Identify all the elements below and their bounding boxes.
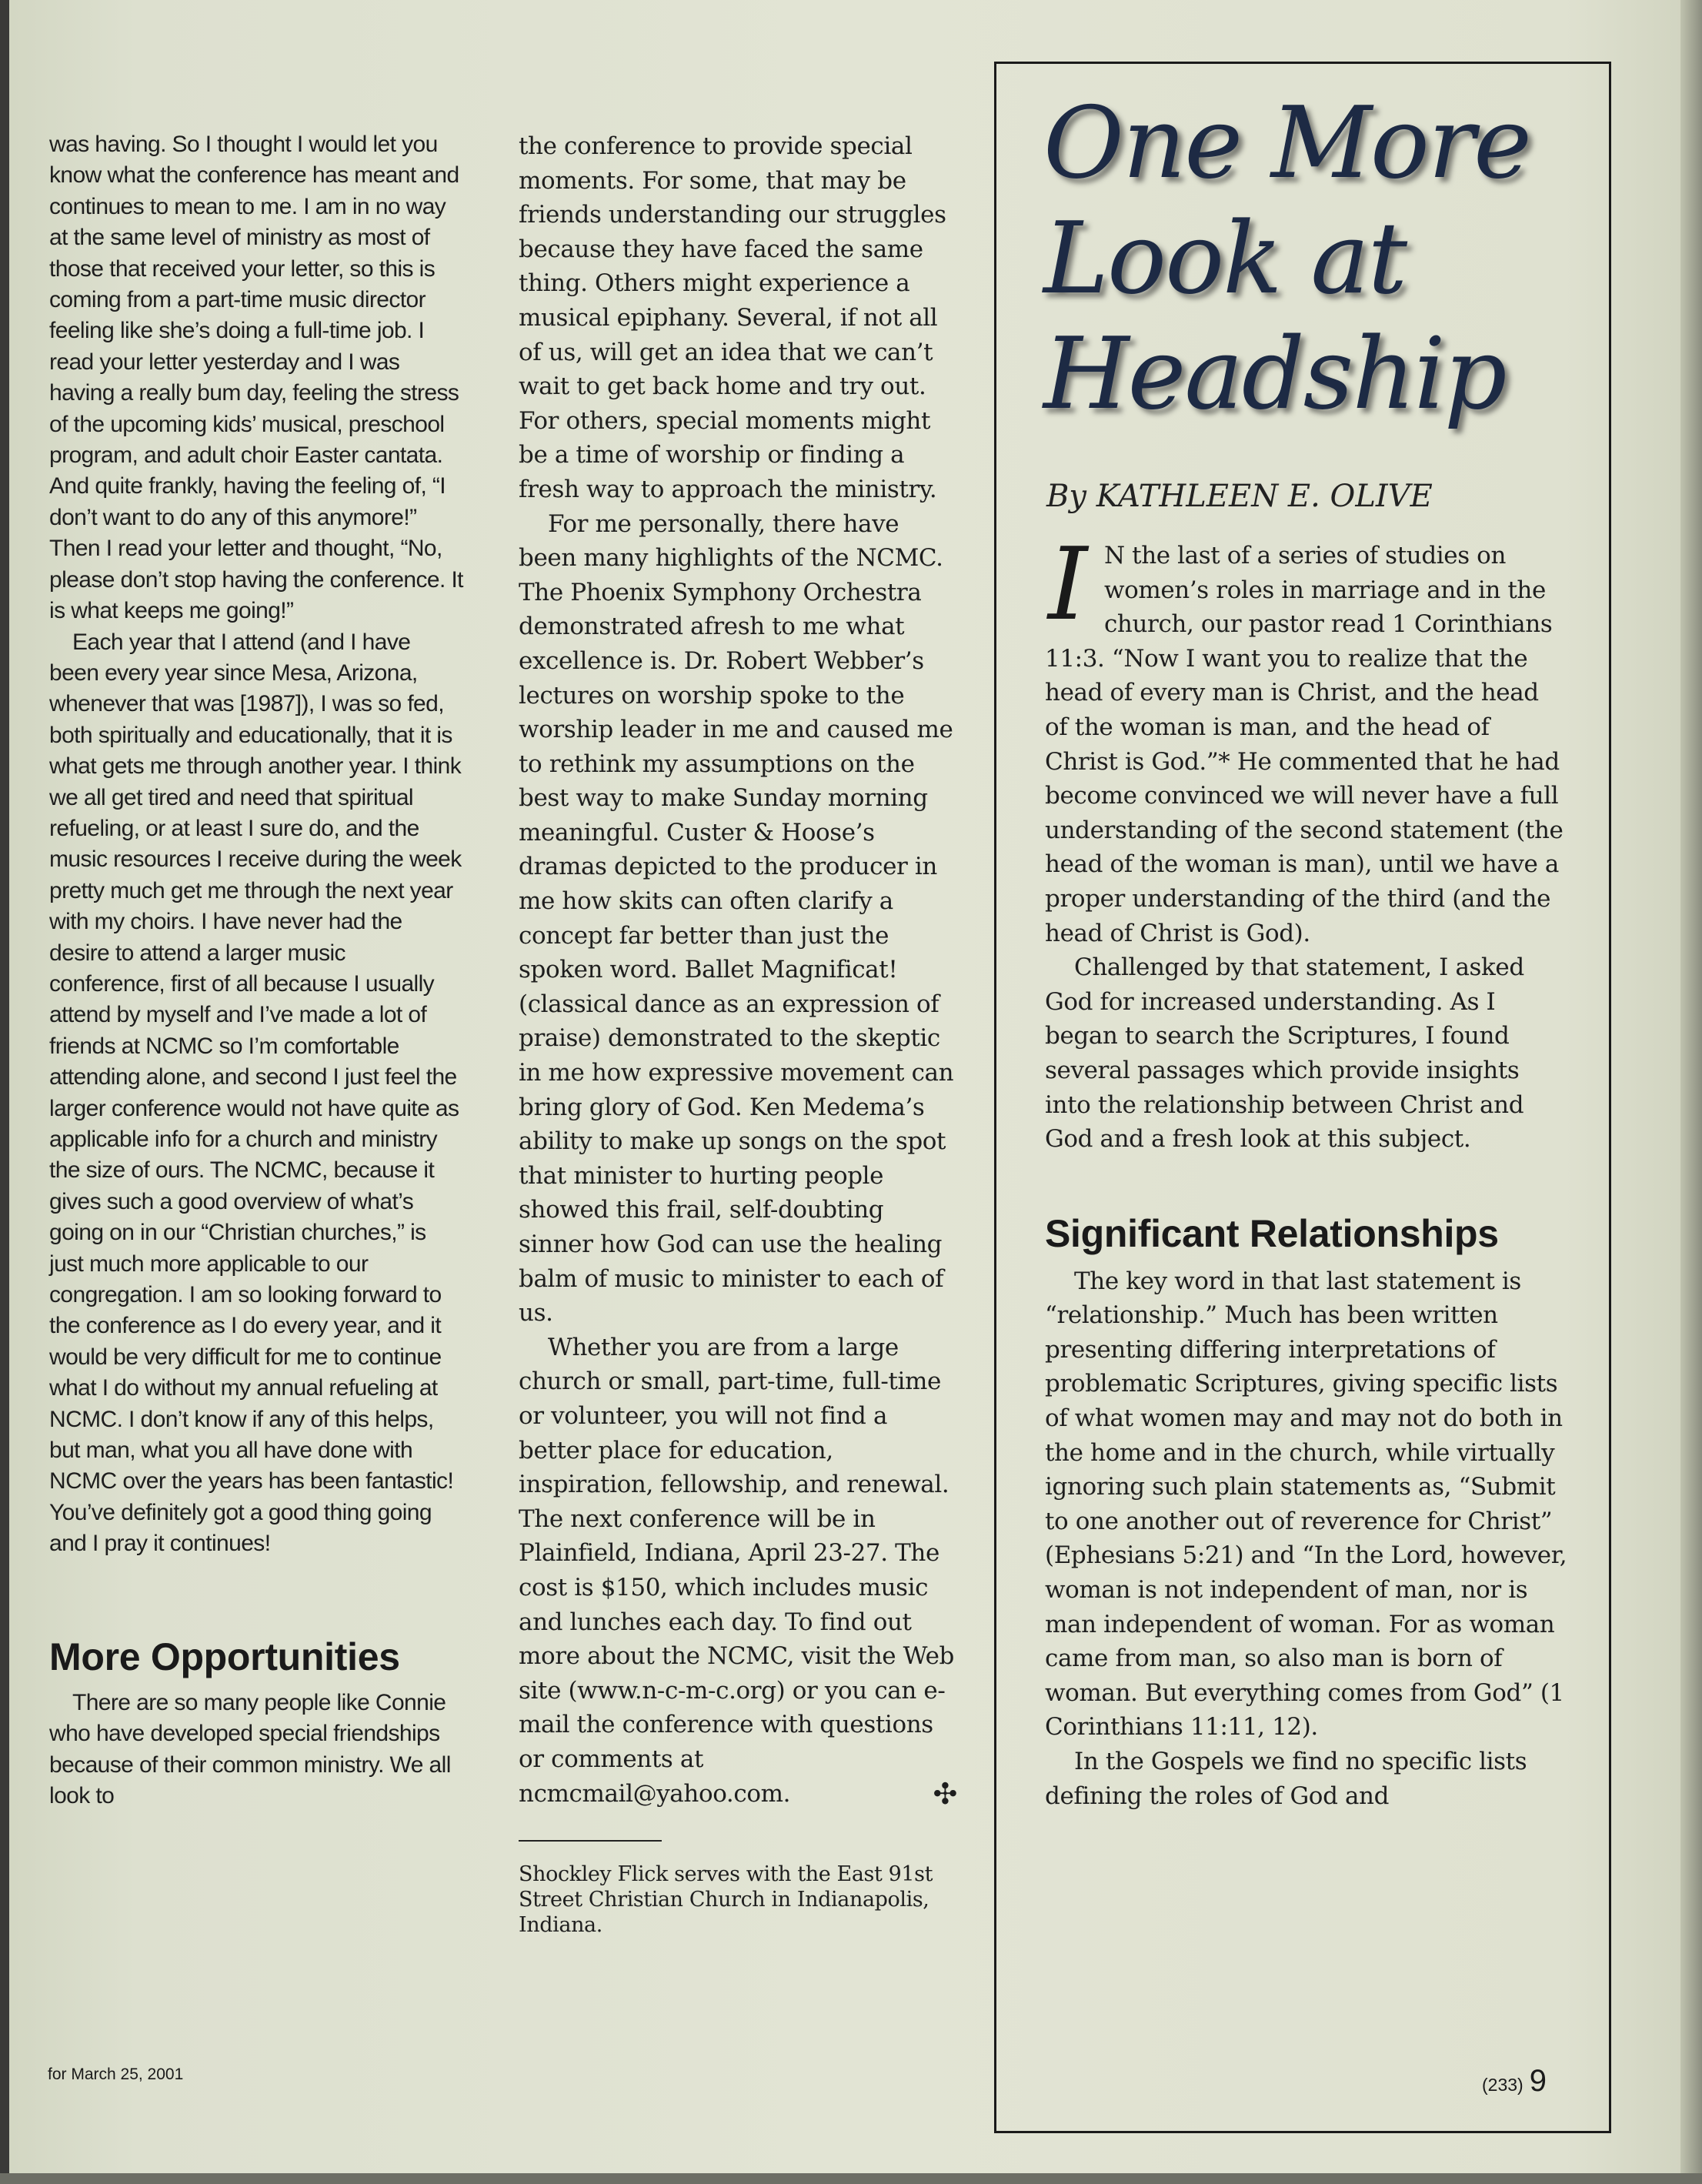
page-edge-bottom xyxy=(0,2173,1702,2184)
article-paragraph-1-text: N the last of a series of studies on women’s roles in marriage and in the church, our pastor read 1 Corinthians 11:3. “Now I want you to realize that the head of every man is Christ, and the head of the woman is man, and the head of Christ is God.”* He commented that he had become convinced we will never have a full understanding of the second statement (the head of the woman is man), until we have a proper understanding of the third (and the head of Christ is God). xyxy=(1045,542,1564,947)
article-title xyxy=(1043,86,1628,432)
issue-page-number: (233) xyxy=(1482,2075,1523,2095)
col2-paragraph-2: For me personally, there have been many highlights of the NCMC. The Phoenix Symphony Orchestra demonstrated afresh to me what excellence is. Dr. Robert Webber’s lectures on worship spoke to the worship leader in me and caused me to rethink my assumptions on the best way to make Sunday morning meaningful. Custer & Hoose’s dramas depicted to the producer in me how skits can often clarify a concept far better than just the spoken word. Ballet Magnificat! (classical dance as an expression of praise) demonstrated to the skeptic in me how expressive movement can bring glory of God. Ken Medema’s ability to make up songs on the spot that minister to hurting people showed this frail, self-doubting sinner how God can use the healing balm of music to minister to each of us. xyxy=(519,509,954,1327)
page-edge-right xyxy=(1680,0,1702,2184)
article-byline: By KATHLEEN E. OLIVE xyxy=(1046,479,1433,514)
column-1 xyxy=(49,129,465,1812)
page-edge-left xyxy=(0,0,9,2184)
subhead-more-opportunities: More Opportunities xyxy=(49,1635,400,1678)
article-paragraph-4: In the Gospels we find no specific lists defining the roles of God and xyxy=(1045,1748,1527,1810)
col2-paragraph-3-text: Whether you are from a large church or small, part-time, full-time or volunteer, you will not find a better place for education, inspiration, fellowship, and renewal. The next conference will be in Plainfield, Indiana, April 23-27. The cost is $150, which includes music and lunches each day. To find out more about the NCMC, visit the Web site (www.n-c-m-c.org) or you can e-mail the conference with questions or comments at ncmcmail@yahoo.com. xyxy=(519,1333,954,1808)
author-bio: Shockley Flick serves with the East 91st Street Christian Church in Indianapolis, Indiana. xyxy=(519,1862,933,1938)
drop-cap: I xyxy=(1048,526,1087,643)
col1-paragraph-3: There are so many people like Connie who have developed special friendships because of their common ministry. We all look to xyxy=(49,1689,451,1808)
col2-paragraph-1: the conference to provide special moments. For some, that may be friends understanding our struggles because they have faced the same thing. Others might experience a musical epiphany. Several, if not all of us, will get an idea that we can’t wait to get back home and try out. For others, special moments might be a time of worship or finding a fresh way to approach the ministry. xyxy=(519,132,946,503)
article-paragraph-3: The key word in that last statement is “relationship.” Much has been written presenting differing interpretations of problematic Scriptures, giving specific lists of what women may and may not do both in the home and in the church, while virtually ignoring such plain statements as, “Submit to one another out of reverence for Christ” (Ephesians 5:21) and “In the Lord, however, woman is not independent of man, nor is man independent of woman. For as woman came from man, so also man is born of woman. But everything comes from God” (1 Corinthians 11:11, 12). xyxy=(1045,1267,1567,1742)
end-mark-icon: ✣ xyxy=(933,1776,957,1811)
col1-paragraph-1: was having. So I thought I would let you know what the conference has meant and continues to mean to me. I am in no way at the same level of ministry as most of those that received your letter, so this is coming from a part-time music director feeling like she’s doing a full-time job. I read your letter yesterday and I was having a really bum day, feeling the stress of the upcoming kids’ musical, preschool program, and adult choir Easter cantata. And quite frankly, having the feeling of, “I don’t want to do any of this anymore!” Then I read your letter and thought, “No, please don’t stop having the conference. It is what keeps me going!” xyxy=(49,132,463,624)
bio-divider xyxy=(519,1840,662,1842)
footer-date: for March 25, 2001 xyxy=(48,2065,184,2083)
page-number: 9 xyxy=(1529,2064,1547,2098)
column-2 xyxy=(519,129,957,1938)
article-title-line-2: Look at xyxy=(1043,202,1407,316)
article-body xyxy=(1045,526,1568,1813)
article-title-line-1: One More xyxy=(1043,86,1530,201)
article-paragraph-1 xyxy=(1045,526,1568,950)
col1-paragraph-2: Each year that I attend (and I have been every year since Mesa, Arizona, whenever that was [1987]), I was so fed, both spiritually and educationally, that it is what gets me through another year. I think we all get tired and need that spiritual refueling, or at least I sure do, and the music resources I receive during the week pretty much get me through the next year with my choirs. I have never had the desire to attend a larger music conference, first of all because I usually attend by myself and I’ve made a lot of friends at NCMC so I’m comfortable attending alone, and second I just feel the larger conference would not have quite as applicable info for a church and ministry the size of ours. The NCMC, because it gives such a good overview of what’s going on in our “Christian churches,” is just much more applicable to our congregation. I am so looking forward to the conference as I do every year, and it would be very difficult for me to continue what I do without my annual refueling at NCMC. I don’t know if any of this helps, but man, what you all have done with NCMC over the years has been fantastic! You’ve definitely got a good thing going and I pray it continues! xyxy=(49,629,462,1557)
subhead-significant-relationships: Significant Relationships xyxy=(1045,1211,1499,1255)
col2-paragraph-3 xyxy=(519,1331,957,1811)
footer-page xyxy=(1482,2064,1547,2099)
article-title-line-3: Headship xyxy=(1043,317,1506,432)
article-paragraph-2: Challenged by that statement, I asked God for increased understanding. As I began to search the Scriptures, I found several passages which provide insights into the relationship between Christ and God and a fresh look at this subject. xyxy=(1045,953,1524,1154)
